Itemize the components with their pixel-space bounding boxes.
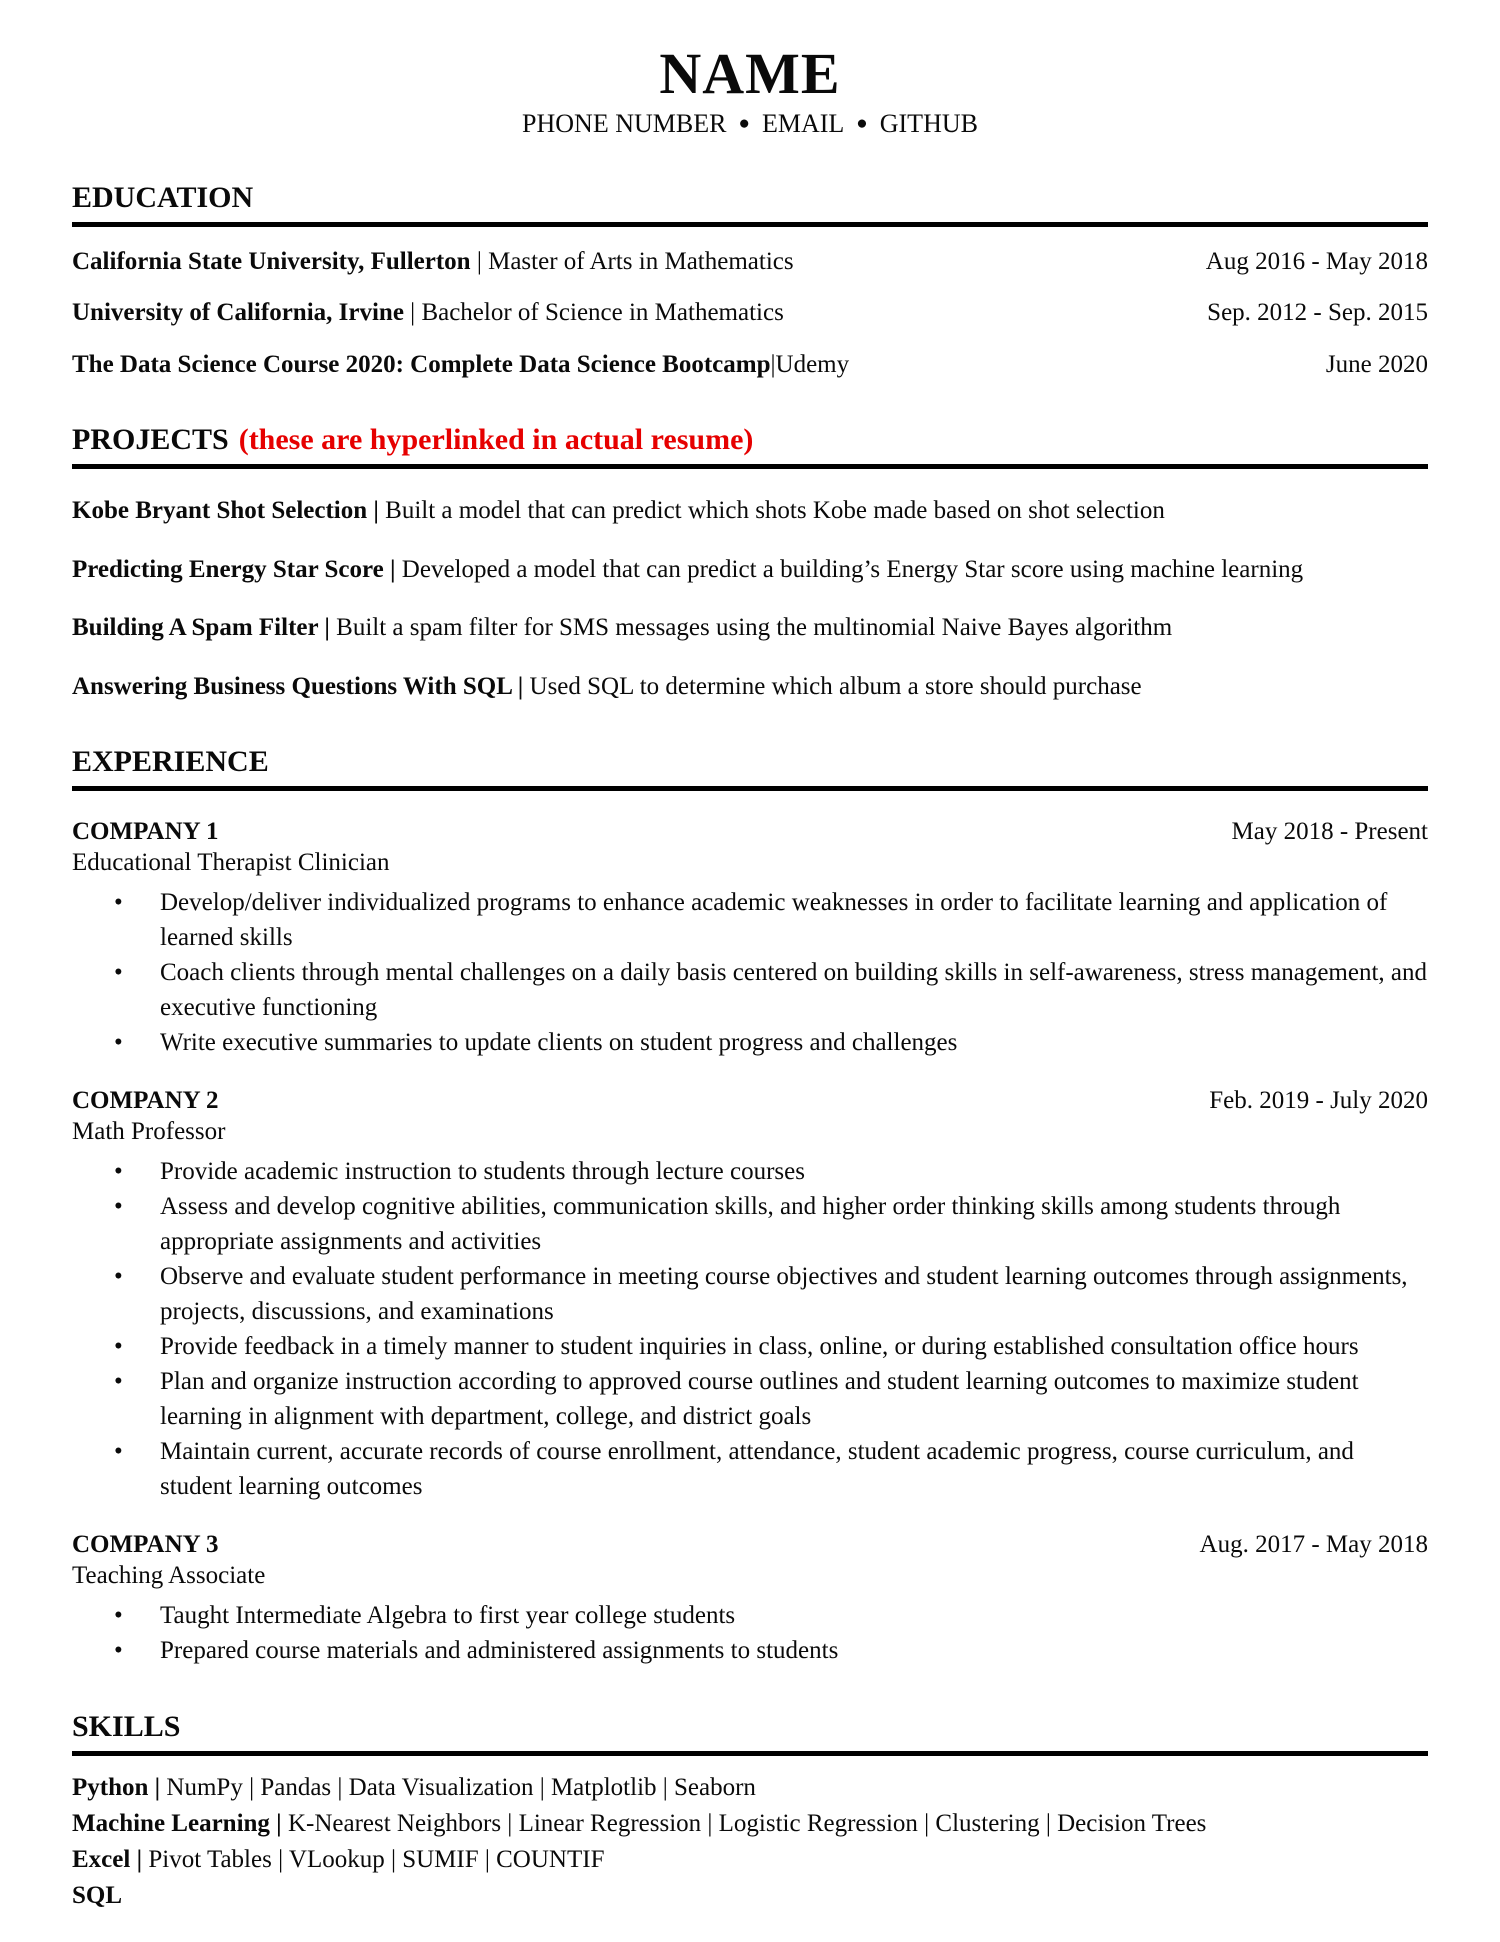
education-row xyxy=(72,297,1428,330)
pipe-separator: | xyxy=(770,350,776,378)
education-dates: June 2020 xyxy=(1325,350,1428,378)
company-name: COMPANY 2 xyxy=(72,1087,219,1115)
section-skills xyxy=(72,1710,1428,1914)
education-entry xyxy=(72,246,794,279)
education-degree: Udemy xyxy=(775,350,850,378)
education-heading xyxy=(72,181,1428,227)
education-degree: Bachelor of Science in Mathematics xyxy=(421,299,784,327)
bullet-text: Provide academic instruction to students through lecture courses xyxy=(160,1158,805,1186)
bullet-item xyxy=(72,1189,1428,1259)
section-experience xyxy=(72,745,1428,1668)
bullet-text: Observe and evaluate student performance in meeting course objectives and student learning outcomes through assignments, projects, discussions, and examinations xyxy=(160,1263,1408,1326)
bullet-item xyxy=(72,1259,1428,1329)
bullet-dot-icon: • xyxy=(114,1193,123,1221)
project-list xyxy=(72,495,1428,703)
pipe-separator: | xyxy=(148,1774,167,1802)
contact-line xyxy=(72,109,1428,139)
skill-row xyxy=(72,1878,1428,1914)
project-name: Predicting Energy Star Score xyxy=(72,555,384,583)
contact-github: GITHUB xyxy=(879,108,978,138)
pipe-separator: | xyxy=(383,555,402,583)
bullet-separator-icon: ● xyxy=(856,112,868,134)
skill-row xyxy=(72,1806,1428,1842)
bullet-text: Assess and develop cognitive abilities, communication skills, and higher order thinking skills among students through appropriate assignments and activities xyxy=(160,1193,1341,1256)
bullet-dot-icon: • xyxy=(114,959,123,987)
skills-heading xyxy=(72,1710,1428,1756)
company-block xyxy=(72,818,1428,1060)
bullet-item xyxy=(72,1364,1428,1434)
education-row xyxy=(72,349,1428,382)
education-institution: California State University, Fullerton xyxy=(72,247,471,275)
bullet-item xyxy=(72,1329,1428,1364)
section-projects xyxy=(72,423,1428,703)
project-description: Developed a model that can predict a building’s Energy Star score using machine learning xyxy=(401,555,1304,583)
bullet-text: Develop/deliver individualized programs to enhance academic weaknesses in order to facilitate learning and application of learned skills xyxy=(160,889,1388,952)
education-row xyxy=(72,246,1428,279)
bullet-dot-icon: • xyxy=(114,1333,123,1361)
projects-heading xyxy=(72,423,1428,469)
skill-category: Excel xyxy=(72,1846,131,1874)
project-item xyxy=(72,671,1428,704)
education-heading-label: EDUCATION xyxy=(72,180,254,214)
bullet-dot-icon: • xyxy=(114,1158,123,1186)
education-entry xyxy=(72,297,784,330)
contact-email: EMAIL xyxy=(761,108,845,138)
bullet-dot-icon: • xyxy=(114,1263,123,1291)
skills-heading-label: SKILLS xyxy=(72,1710,181,1744)
skill-category: Python xyxy=(72,1774,149,1802)
section-education xyxy=(72,181,1428,382)
project-name: Kobe Bryant Shot Selection xyxy=(72,497,368,525)
bullet-dot-icon: • xyxy=(114,1637,123,1665)
contact-phone: PHONE NUMBER xyxy=(522,108,727,138)
company-dates: Aug. 2017 - May 2018 xyxy=(1199,1531,1428,1559)
company-dates: Feb. 2019 - July 2020 xyxy=(1209,1087,1428,1115)
project-name: Building A Spam Filter xyxy=(72,614,319,642)
company-header xyxy=(72,1531,1428,1559)
experience-companies xyxy=(72,818,1428,1668)
education-dates: Sep. 2012 - Sep. 2015 xyxy=(1207,299,1428,327)
company-block xyxy=(72,1531,1428,1668)
bullet-item xyxy=(72,955,1428,1025)
company-dates: May 2018 - Present xyxy=(1231,818,1428,846)
education-entry xyxy=(72,349,849,382)
education-degree: Master of Arts in Mathematics xyxy=(488,247,794,275)
company-name: COMPANY 1 xyxy=(72,818,219,846)
bullet-text: Taught Intermediate Algebra to first year college students xyxy=(160,1602,736,1630)
pipe-separator: | xyxy=(130,1846,149,1874)
education-dates: Aug 2016 - May 2018 xyxy=(1205,247,1428,275)
pipe-separator: | xyxy=(511,672,530,700)
bullet-text: Provide feedback in a timely manner to student inquiries in class, online, or during established consultation office hours xyxy=(160,1333,1359,1361)
company-name: COMPANY 3 xyxy=(72,1531,219,1559)
company-block xyxy=(72,1087,1428,1504)
skill-row xyxy=(72,1770,1428,1806)
bullet-item xyxy=(72,885,1428,955)
job-bullets xyxy=(72,885,1428,1060)
job-title: Teaching Associate xyxy=(72,1562,266,1590)
project-description: Built a model that can predict which shots Kobe made based on shot selection xyxy=(385,497,1165,525)
bullet-item xyxy=(72,1025,1428,1060)
bullet-dot-icon: • xyxy=(114,889,123,917)
bullet-item xyxy=(72,1598,1428,1633)
bullet-item xyxy=(72,1434,1428,1504)
bullet-text: Prepared course materials and administered assignments to students xyxy=(160,1637,839,1665)
bullet-dot-icon: • xyxy=(114,1602,123,1630)
bullet-item xyxy=(72,1633,1428,1668)
pipe-separator: | xyxy=(367,497,386,525)
project-name: Answering Business Questions With SQL xyxy=(72,672,512,700)
experience-heading-label: EXPERIENCE xyxy=(72,745,269,779)
bullet-item xyxy=(72,1154,1428,1189)
project-description: Built a spam filter for SMS messages using the multinomial Naive Bayes algorithm xyxy=(336,614,1173,642)
skills-rows xyxy=(72,1770,1428,1914)
bullet-text: Write executive summaries to update clients on student progress and challenges xyxy=(160,1029,958,1057)
skill-category: SQL xyxy=(72,1882,123,1910)
skill-category: Machine Learning xyxy=(72,1810,270,1838)
project-description: Used SQL to determine which album a store should purchase xyxy=(529,672,1142,700)
bullet-text: Coach clients through mental challenges on a daily basis centered on building skills in self-awareness, stress management, and executive functioning xyxy=(160,959,1428,1022)
pipe-separator: | xyxy=(470,247,489,275)
pipe-separator: | xyxy=(318,614,337,642)
job-bullets xyxy=(72,1154,1428,1504)
bullet-separator-icon: ● xyxy=(738,112,750,134)
skill-row xyxy=(72,1842,1428,1878)
bullet-dot-icon: • xyxy=(114,1438,123,1466)
skill-items: K-Nearest Neighbors | Linear Regression | Logistic Regression | Clustering | Decision Trees xyxy=(287,1810,1207,1838)
project-item xyxy=(72,495,1428,528)
bullet-dot-icon: • xyxy=(114,1368,123,1396)
project-item xyxy=(72,554,1428,587)
job-title: Math Professor xyxy=(72,1118,226,1146)
bullet-text: Maintain current, accurate records of course enrollment, attendance, student academic progress, course curriculum, and student learning outcomes xyxy=(160,1438,1354,1501)
projects-heading-note: (these are hyperlinked in actual resume) xyxy=(238,423,754,457)
bullet-text: Plan and organize instruction according to approved course outlines and student learning outcomes to maximize student learning in alignment with department, college, and district goals xyxy=(160,1368,1359,1431)
company-header xyxy=(72,1087,1428,1115)
project-item xyxy=(72,612,1428,645)
education-rows xyxy=(72,246,1428,382)
skill-items: NumPy | Pandas | Data Visualization | Matplotlib | Seaborn xyxy=(166,1774,756,1802)
bullet-dot-icon: • xyxy=(114,1029,123,1057)
job-bullets xyxy=(72,1598,1428,1668)
projects-heading-label: PROJECTS xyxy=(72,423,229,457)
job-title: Educational Therapist Clinician xyxy=(72,849,390,877)
experience-heading xyxy=(72,745,1428,791)
pipe-separator: | xyxy=(269,1810,288,1838)
education-institution: University of California, Irvine xyxy=(72,299,404,327)
company-header xyxy=(72,818,1428,846)
skill-items: Pivot Tables | VLookup | SUMIF | COUNTIF xyxy=(148,1846,605,1874)
resume-name: NAME xyxy=(659,41,841,106)
pipe-separator: | xyxy=(403,299,422,327)
education-institution: The Data Science Course 2020: Complete Data Science Bootcamp xyxy=(72,350,771,378)
